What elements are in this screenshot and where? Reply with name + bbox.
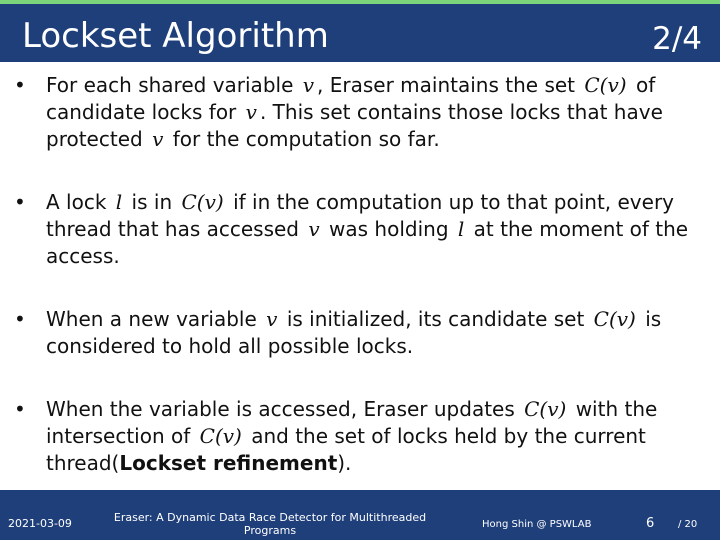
text-run: of candidate locks for (46, 73, 656, 124)
text-run: and the set of locks held by the current thread( (46, 424, 646, 475)
math-variable: v (302, 73, 315, 97)
math-variable: C(v) (181, 190, 224, 214)
math-variable: C(v) (524, 397, 567, 421)
text-run: at the moment of the access. (46, 217, 689, 268)
slide-section-number: 2/4 (652, 21, 702, 57)
text-run: ). (337, 451, 352, 475)
text-run: , Eraser maintains the set (317, 73, 576, 97)
footer-page-total: / 20 (678, 519, 698, 530)
text-run: For each shared variable (46, 73, 294, 97)
text-run: A lock (46, 190, 107, 214)
title-bar (0, 4, 720, 62)
bullet-item-4 (14, 396, 704, 477)
math-variable: v (308, 217, 320, 241)
math-variable: C(v) (199, 424, 242, 448)
text-run: for the computation so far. (172, 127, 440, 151)
math-variable: v (266, 307, 278, 331)
math-variable: l (457, 217, 465, 241)
math-variable: l (115, 190, 123, 214)
text-run: with the intersection of (46, 397, 658, 448)
text-run: When the variable is accessed, Eraser updates (46, 397, 515, 421)
math-variable: v (152, 127, 164, 151)
footer-page-number: 6 (646, 516, 655, 531)
bullet-dot-icon: • (14, 397, 26, 421)
bullet-dot-icon: • (14, 307, 26, 331)
math-variable: v (245, 100, 257, 124)
footer-date: 2021-03-09 (8, 517, 72, 530)
slide-title: Lockset Algorithm (22, 16, 329, 56)
text-run: is considered to hold all possible locks. (46, 307, 662, 358)
text-run: . This set contains those locks that have protected (46, 100, 663, 151)
bullet-dot-icon: • (14, 190, 26, 214)
footer-author: Hong Shin @ PSWLAB (482, 519, 592, 530)
text-run: was holding (329, 217, 449, 241)
text-run: is in (131, 190, 173, 214)
bullet-dot-icon: • (14, 73, 26, 97)
bullet-list (14, 72, 704, 513)
text-run: is initialized, its candidate set (286, 307, 585, 331)
math-variable: C(v) (593, 307, 636, 331)
bullet-item-3 (14, 306, 704, 360)
bold-term: Lockset refinement (119, 451, 338, 475)
bullet-item-2 (14, 189, 704, 270)
math-variable: C(v) (584, 73, 627, 97)
footer-paper-title: Eraser: A Dynamic Data Race Detector for Multithreaded Programs (113, 511, 427, 537)
footer-bar (0, 490, 720, 540)
bullet-item-1 (14, 72, 704, 153)
text-run: if in the computation up to that point, every thread that has accessed (46, 190, 674, 241)
text-run: When a new variable (46, 307, 257, 331)
